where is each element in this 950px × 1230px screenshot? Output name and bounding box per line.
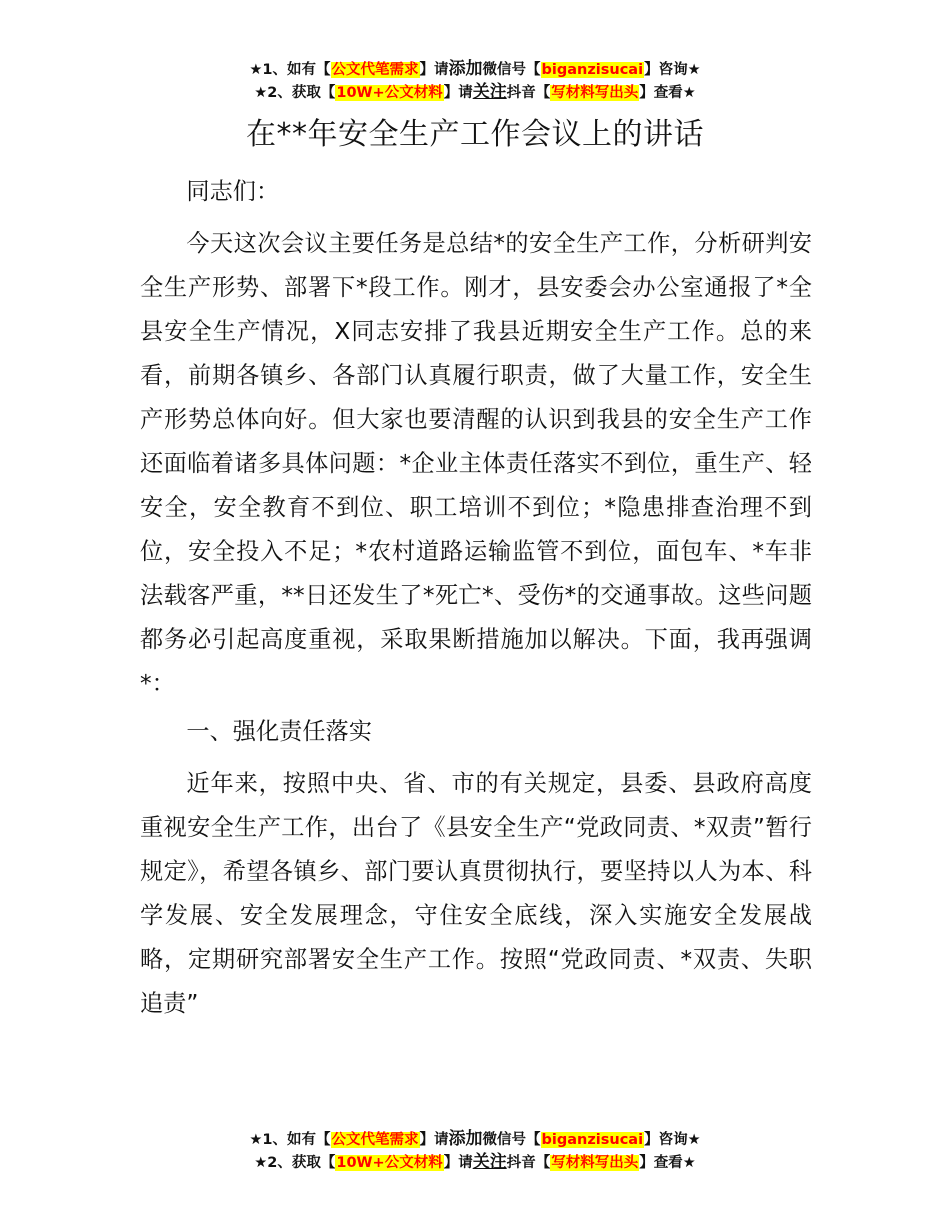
banner-text: 微信号【 <box>482 62 541 78</box>
banner-text: 】咨询★ <box>644 62 701 78</box>
banner-text: 】查看★ <box>639 1155 696 1171</box>
banner-emphasis: 添加 <box>448 59 483 79</box>
banner-text: 】请 <box>419 62 449 78</box>
paragraph-2 <box>140 762 812 1026</box>
banner-text: ★1、如有【 <box>249 62 331 78</box>
banner-highlight: biganzisucai <box>541 1132 644 1148</box>
banner-text: 抖音【 <box>506 85 551 101</box>
paragraph-1 <box>140 222 812 706</box>
paragraph-text: 近年来，按照中央、省、市的有关规定，县委、县政府高度重视安全生产工作，出台了《县安全生产“党政同责、*双责”暂行规定》，希望各镇乡、部门要认真贯彻执行，要坚持以人为本、科学发展、安全发展理念，守住安全底线，深入实施安全发展战略，定期研究部署安全生产工作。按照“党政同责、*双责、失职追责” <box>140 770 812 1017</box>
banner-line-1 <box>0 58 950 81</box>
document-title: 在**年安全生产工作会议上的讲话 <box>246 117 704 152</box>
header-banner <box>0 58 950 104</box>
banner-line-1 <box>0 1128 950 1151</box>
banner-line-2 <box>0 81 950 104</box>
banner-emphasis: 关注 <box>472 82 507 102</box>
banner-highlight: 10W+公文材料 <box>336 1155 443 1171</box>
footer-banner <box>0 1128 950 1174</box>
banner-text: 抖音【 <box>506 1155 551 1171</box>
banner-text: 】请 <box>443 85 473 101</box>
banner-highlight: 写材料写出头 <box>551 85 639 101</box>
salutation <box>140 170 812 214</box>
banner-line-2 <box>0 1151 950 1174</box>
salutation-text: 同志们： <box>186 178 280 205</box>
banner-text: 】查看★ <box>639 85 696 101</box>
banner-text: ★1、如有【 <box>249 1132 331 1148</box>
banner-text: ★2、获取【 <box>254 85 336 101</box>
banner-highlight: 公文代笔需求 <box>331 62 419 78</box>
banner-highlight: 10W+公文材料 <box>336 85 443 101</box>
banner-text: 】请 <box>419 1132 449 1148</box>
banner-text: 微信号【 <box>482 1132 541 1148</box>
banner-text: ★2、获取【 <box>254 1155 336 1171</box>
banner-text: 】请 <box>443 1155 473 1171</box>
banner-emphasis: 关注 <box>472 1152 507 1172</box>
section-heading-1 <box>140 710 812 754</box>
section-heading-text: 一、强化责任落实 <box>186 718 372 745</box>
banner-text: 】咨询★ <box>644 1132 701 1148</box>
banner-highlight: biganzisucai <box>541 62 644 78</box>
banner-highlight: 公文代笔需求 <box>331 1132 419 1148</box>
banner-emphasis: 添加 <box>448 1129 483 1149</box>
banner-highlight: 写材料写出头 <box>551 1155 639 1171</box>
paragraph-text: 今天这次会议主要任务是总结*的安全生产工作，分析研判安全生产形势、部署下*段工作。刚才，县安委会办公室通报了*全县安全生产情况，X同志安排了我县近期安全生产工作。总的来看，前期各镇乡、各部门认真履行职责，做了大量工作，安全生产形势总体向好。但大家也要清醒的认识到我县的安全生产工作还面临着诸多具体问题：*企业主体责任落实不到位，重生产、轻安全，安全教育不到位、职工培训不到位；*隐患排查治理不到位，安全投入不足；*农村道路运输监管不到位，面包车、*车非法载客严重，**日还发生了*死亡*、受伤*的交通事故。这些问题都务必引起高度重视，采取果断措施加以解决。下面，我再强调*： <box>140 230 812 697</box>
